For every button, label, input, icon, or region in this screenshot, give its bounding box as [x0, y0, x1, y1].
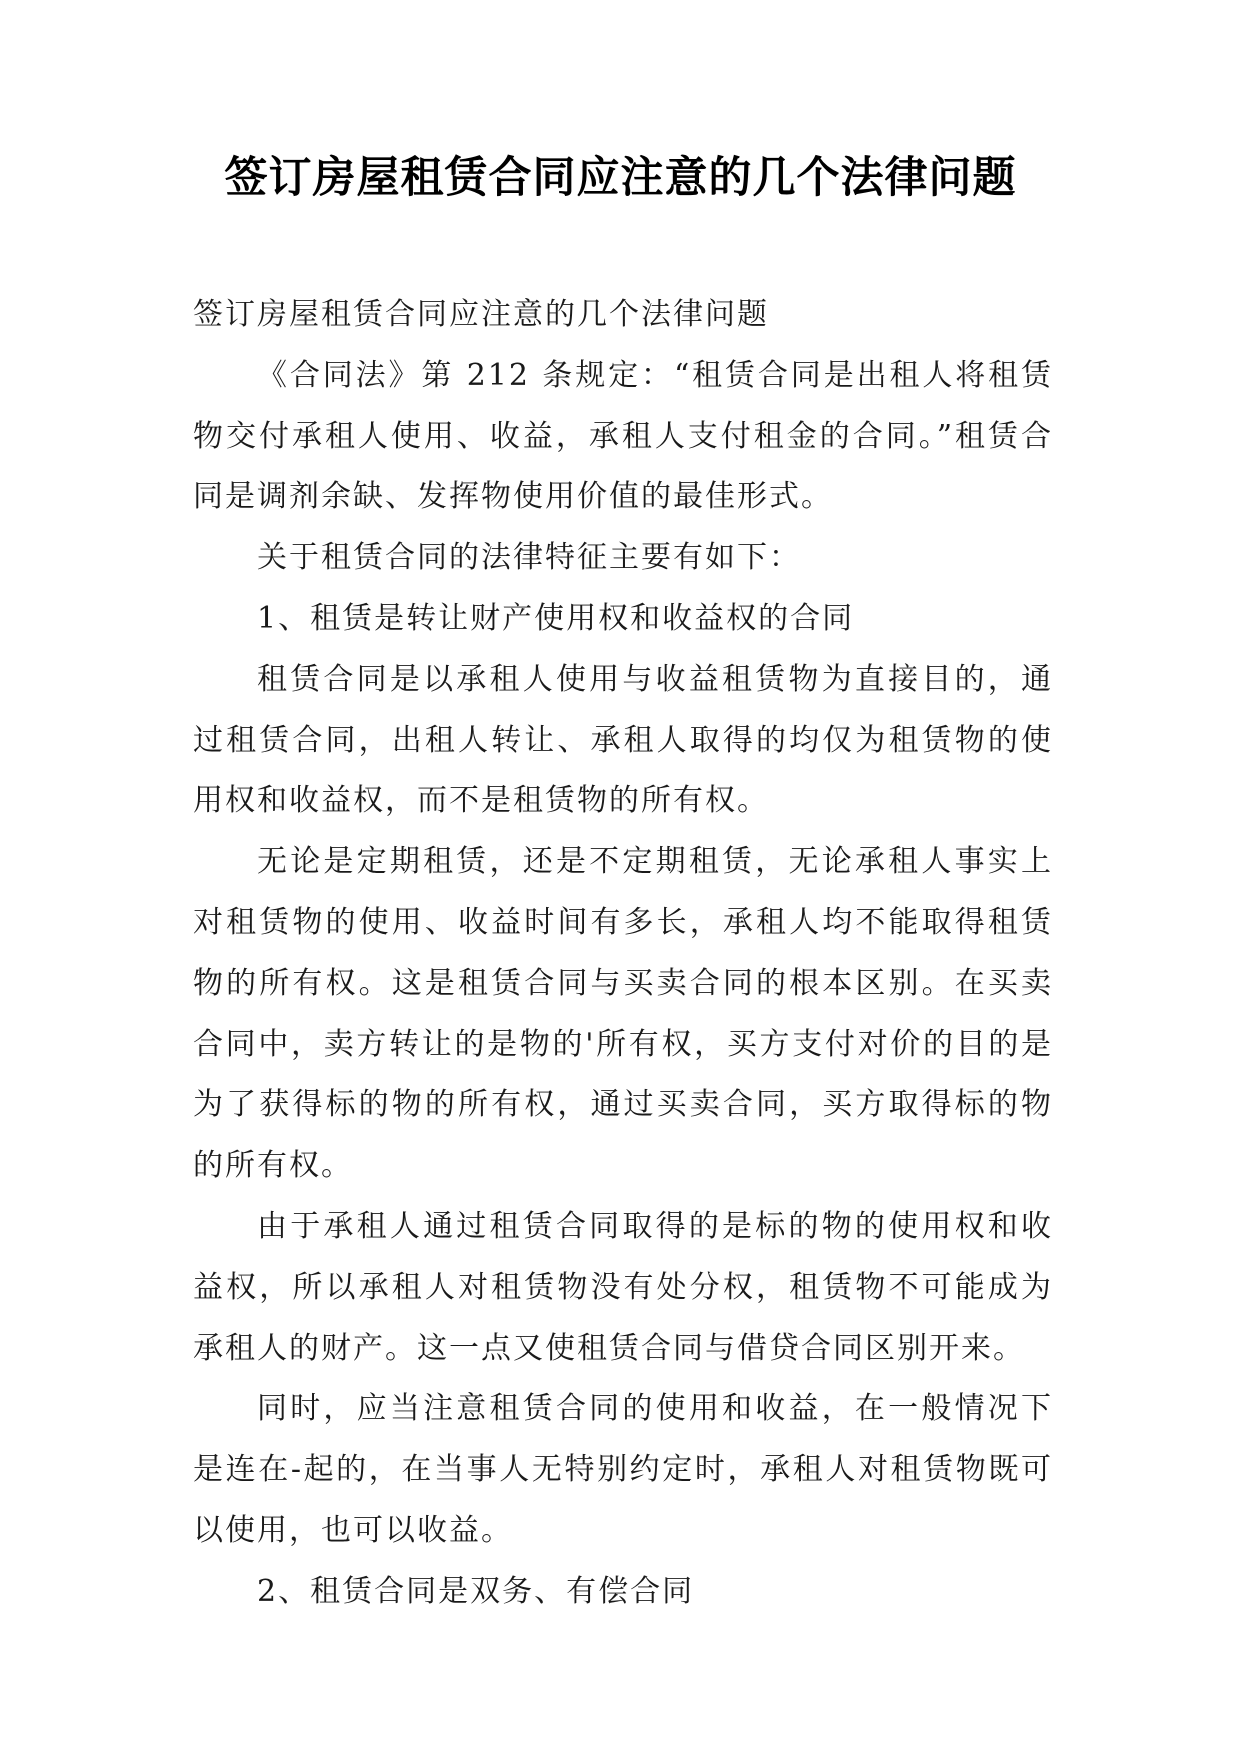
section-heading-1: 1、租赁是转让财产使用权和收益权的合同 — [257, 600, 855, 636]
paragraph-intro: 关于租赁合同的法律特征主要有如下： — [257, 540, 801, 576]
paragraph-section-1c: 由于承租人通过租赁合同取得的是标的物的使用权和收益权，所以承租人对租赁物没有处分权，租赁物不可能成为承租人的财产。这一点又使租赁合同与借贷合同区别开来。 — [193, 1208, 1053, 1366]
section-heading-2: 2、租赁合同是双务、有偿合同 — [257, 1573, 695, 1609]
paragraph-definition: 《合同法》第 212 条规定：“租赁合同是出租人将租赁物交付承租人使用、收益，承租人支付租金的合同。”租赁合同是调剂余缺、发挥物使用价值的最佳形式。 — [193, 357, 1053, 515]
paragraph-section-1b: 无论是定期租赁，还是不定期租赁，无论承租人事实上对租赁物的使用、收益时间有多长，承租人均不能取得租赁物的所有权。这是租赁合同与买卖合同的根本区别。在买卖合同中，卖方转让的是物的'所有权，买方支付对价的目的是为了获得标的物的所有权，通过买卖合同，买方取得标的物的所有权。 — [193, 844, 1053, 1184]
paragraph-section-1d: 同时，应当注意租赁合同的使用和收益，在一般情况下是连在-起的，在当事人无特别约定时，承租人对租赁物既可以使用，也可以收益。 — [193, 1391, 1053, 1548]
document-title: 签订房屋租赁合同应注意的几个法律问题 — [224, 153, 1017, 203]
paragraph-section-1a: 租赁合同是以承租人使用与收益租赁物为直接目的，通过租赁合同，出租人转让、承租人取得的均仅为租赁物的使用权和收益权，而不是租赁物的所有权。 — [193, 661, 1053, 819]
document-body — [193, 285, 1053, 1623]
paragraph-subtitle: 签订房屋租赁合同应注意的几个法律问题 — [193, 297, 769, 332]
